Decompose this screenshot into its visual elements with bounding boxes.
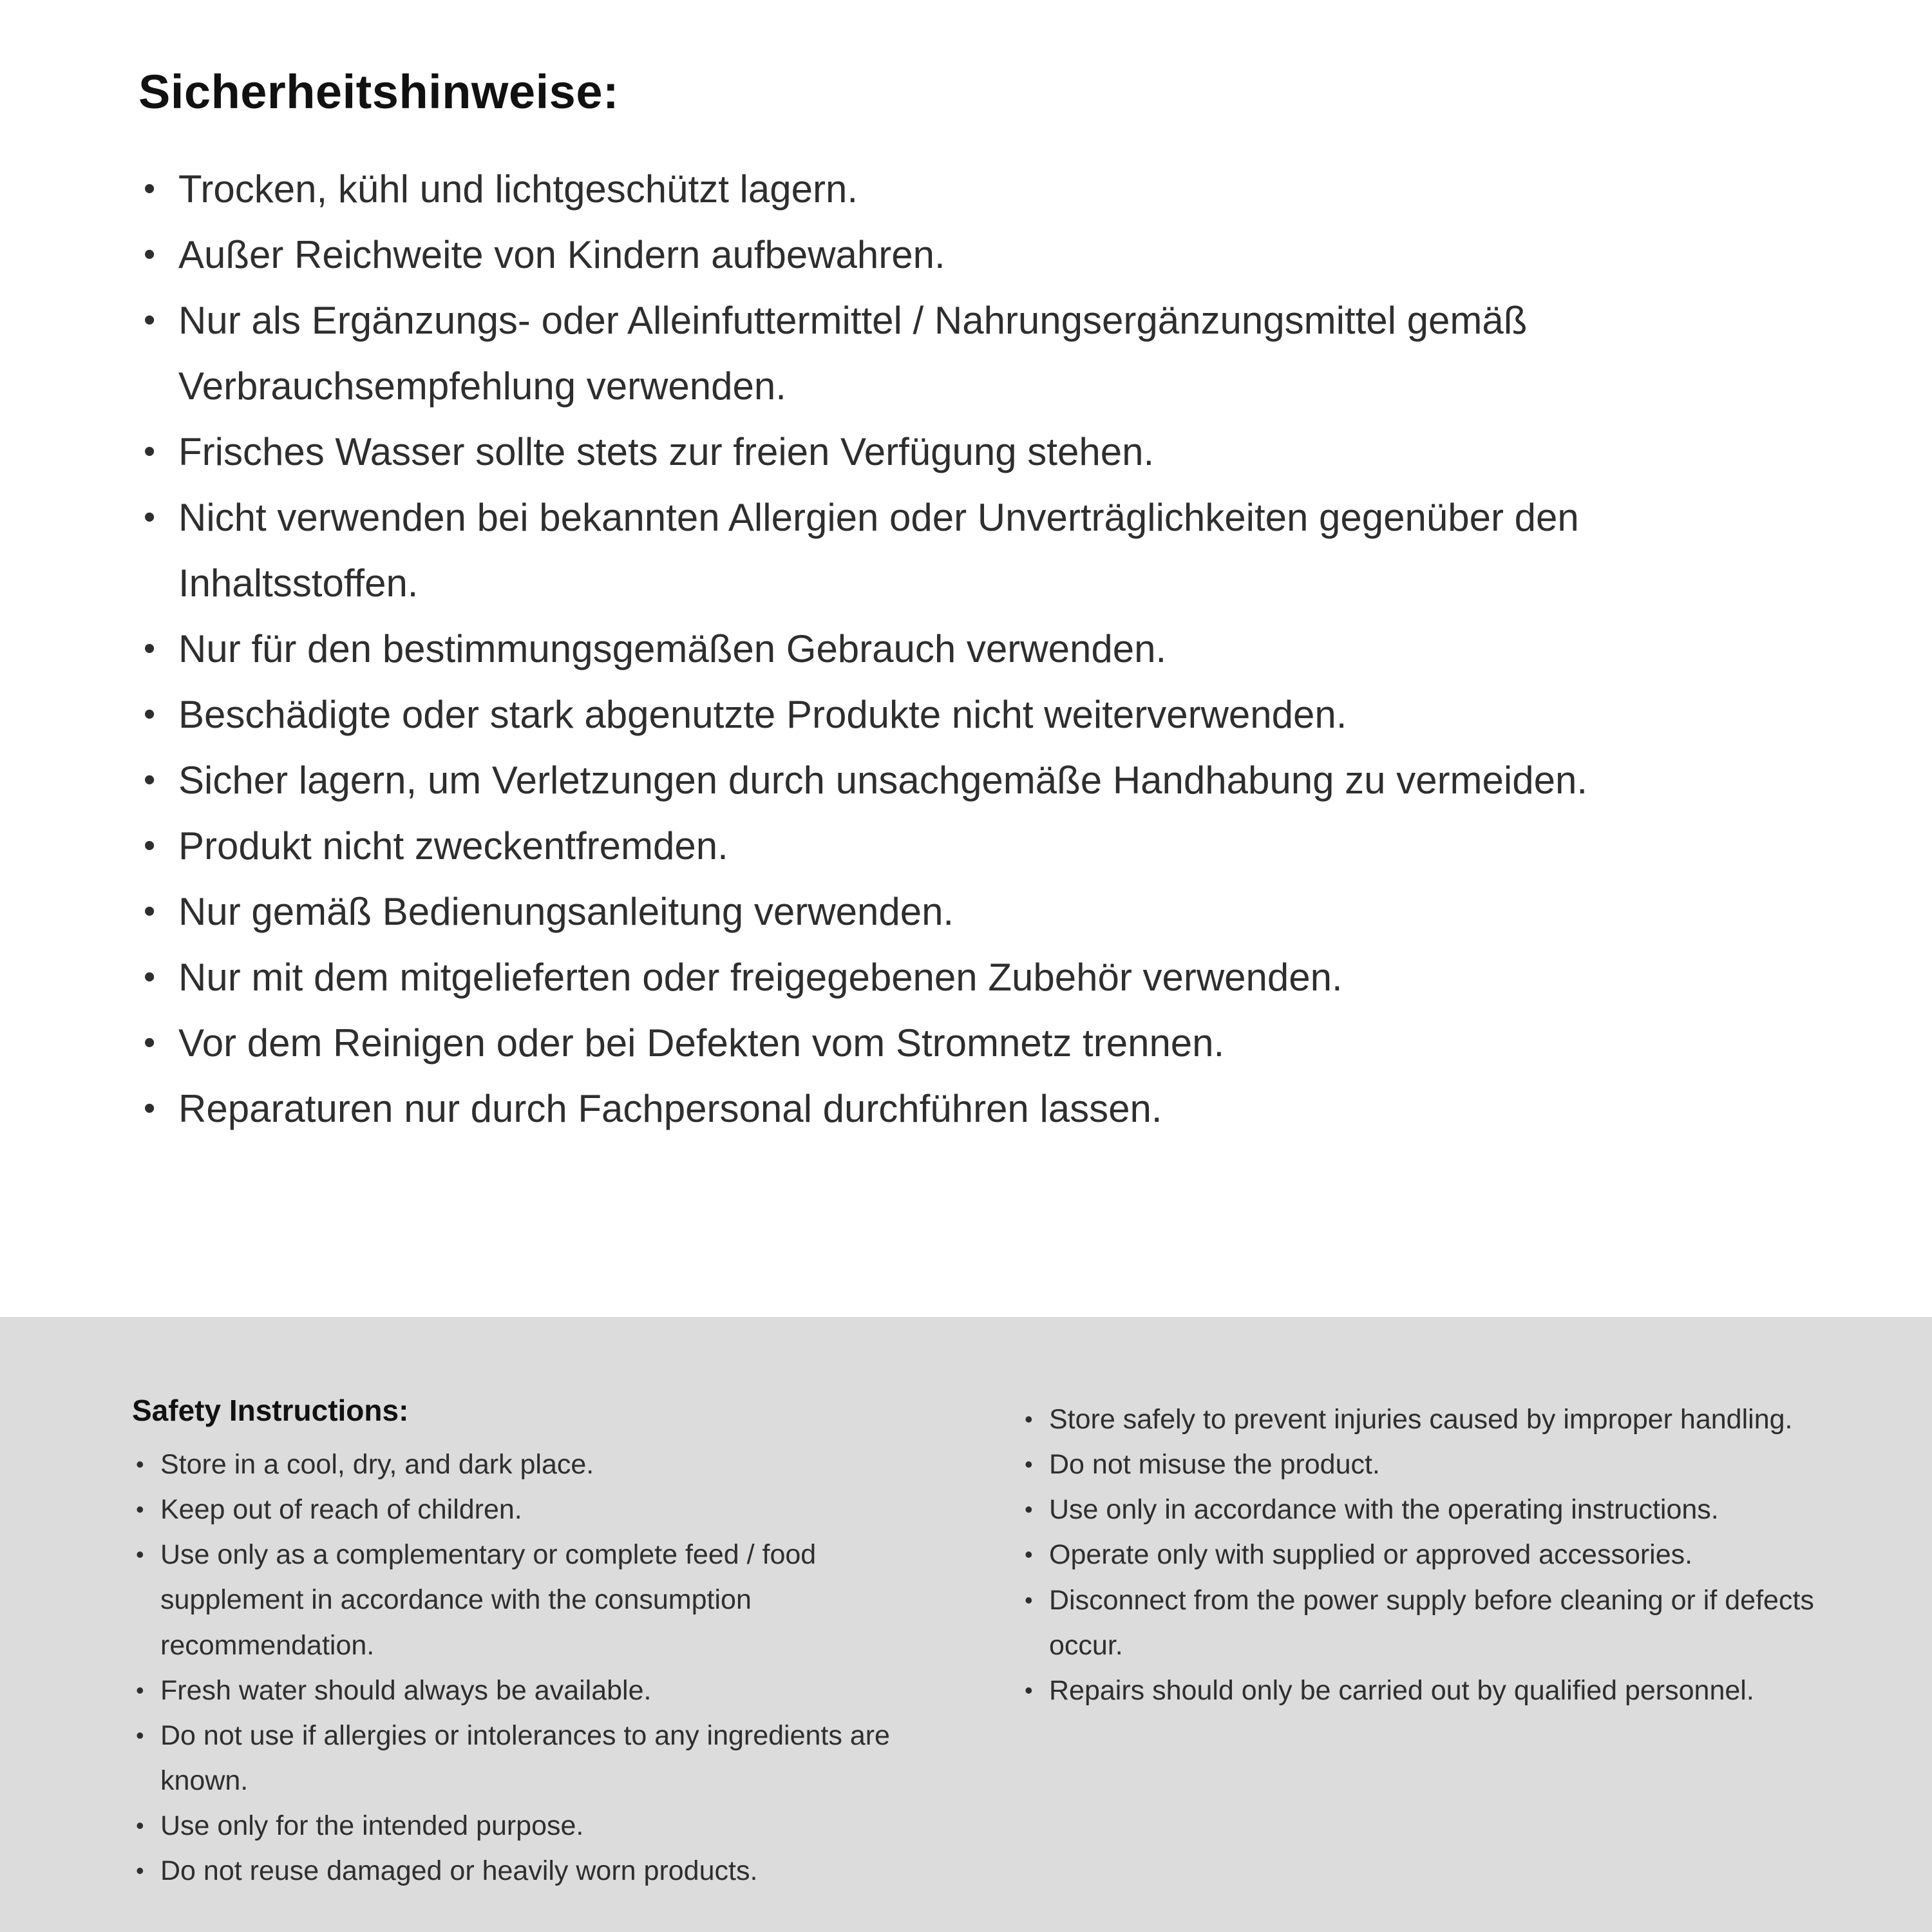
english-safety-title: Safety Instructions: xyxy=(132,1394,409,1428)
list-item: • Store safely to prevent injuries caused by improper handling. xyxy=(1021,1397,1835,1442)
list-item: • Keep out of reach of children. xyxy=(132,1487,947,1532)
list-item: • Reparaturen nur durch Fachpersonal durchführen lassen. xyxy=(138,1076,1600,1142)
english-safety-list-right xyxy=(1021,1397,1835,1713)
english-safety-list-left xyxy=(132,1442,947,1893)
list-item: • Do not reuse damaged or heavily worn products. xyxy=(132,1848,947,1893)
english-safety-section xyxy=(0,1317,1932,1932)
list-item: • Nur mit dem mitgelieferten oder freigegebenen Zubehör verwenden. xyxy=(138,945,1600,1010)
list-item: • Disconnect from the power supply before cleaning or if defects occur. xyxy=(1021,1578,1835,1668)
list-item: • Use only in accordance with the operating instructions. xyxy=(1021,1487,1835,1532)
german-safety-list xyxy=(138,156,1639,1142)
list-item: • Frisches Wasser sollte stets zur freien Verfügung stehen. xyxy=(138,419,1600,485)
list-item: • Use only as a complementary or complete feed / food supplement in accordance with the consumption recommendation. xyxy=(132,1532,947,1667)
german-safety-title: Sicherheitshinweise: xyxy=(138,65,620,118)
list-item: • Beschädigte oder stark abgenutzte Produkte nicht weiterverwenden. xyxy=(138,682,1600,748)
english-right-column xyxy=(1021,1393,1835,1893)
english-left-column xyxy=(132,1393,947,1893)
list-item: • Do not use if allergies or intolerances to any ingredients are known. xyxy=(132,1713,947,1803)
list-item: • Trocken, kühl und lichtgeschützt lagern. xyxy=(138,156,1600,222)
list-item: • Repairs should only be carried out by qualified personnel. xyxy=(1021,1668,1835,1713)
list-item: • Nicht verwenden bei bekannten Allergien oder Unverträglichkeiten gegenüber den Inhaltsstoffen. xyxy=(138,485,1600,616)
list-item: • Nur gemäß Bedienungsanleitung verwenden. xyxy=(138,879,1600,945)
list-item: • Produkt nicht zweckentfremden. xyxy=(138,813,1600,879)
list-item: • Nur für den bestimmungsgemäßen Gebrauch verwenden. xyxy=(138,616,1600,682)
list-item: • Do not misuse the product. xyxy=(1021,1442,1835,1487)
list-item: • Use only for the intended purpose. xyxy=(132,1803,947,1848)
list-item: • Store in a cool, dry, and dark place. xyxy=(132,1442,947,1487)
list-item: • Vor dem Reinigen oder bei Defekten vom Stromnetz trennen. xyxy=(138,1010,1600,1076)
list-item: • Außer Reichweite von Kindern aufbewahren. xyxy=(138,222,1600,288)
list-item: • Fresh water should always be available. xyxy=(132,1668,947,1713)
list-item: • Nur als Ergänzungs- oder Alleinfuttermittel / Nahrungsergänzungsmittel gemäß Verbrauchsempfehlung verwenden. xyxy=(138,288,1600,419)
list-item: • Sicher lagern, um Verletzungen durch unsachgemäße Handhabung zu vermeiden. xyxy=(138,748,1600,813)
list-item: • Operate only with supplied or approved accessories. xyxy=(1021,1532,1835,1577)
